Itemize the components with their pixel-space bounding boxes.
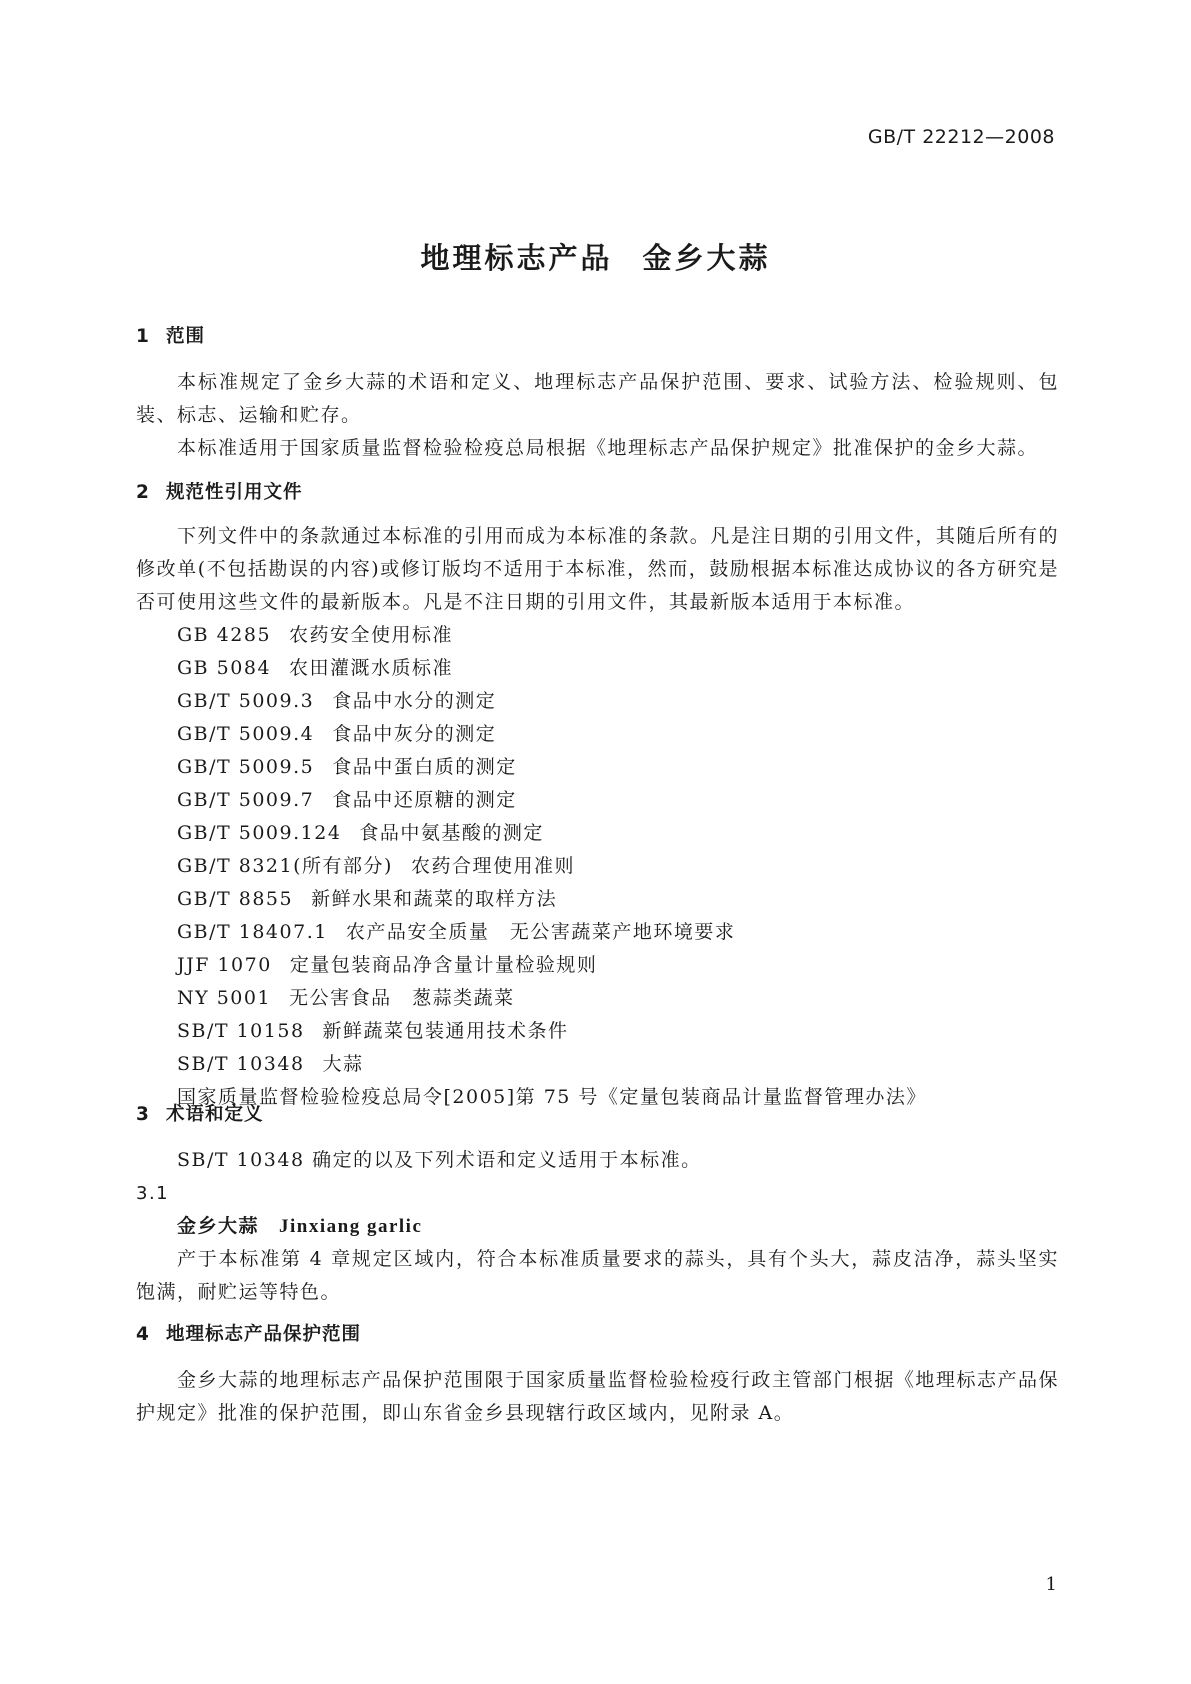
section-3-intro: SB/T 10348 确定的以及下列术语和定义适用于本标准。	[177, 1149, 702, 1171]
title-part-2: 金乡大蒜	[642, 241, 771, 275]
document-title	[0, 236, 1191, 277]
section-1-paragraph-1: 本标准规定了金乡大蒜的术语和定义、地理标志产品保护范围、要求、试验方法、检验规则、包装、标志、运输和贮存。	[136, 371, 1059, 426]
section-1-heading: 1 范围	[136, 326, 206, 347]
section-2-intro: 下列文件中的条款通过本标准的引用而成为本标准的条款。凡是注日期的引用文件，其随后所有的修改单(不包括勘误的内容)或修订版均不适用于本标准，然而，鼓励根据本标准达成协议的各方研究是否可使用这些文件的最新版本。凡是不注日期的引用文件，其最新版本适用于本标准。	[136, 525, 1059, 613]
reference-item: GB 5084 农田灌溉水质标准	[177, 657, 454, 679]
page-number: 1	[1045, 1574, 1057, 1595]
section-3-heading: 3 术语和定义	[136, 1104, 264, 1125]
reference-item: GB/T 5009.5 食品中蛋白质的测定	[177, 756, 517, 778]
reference-list	[136, 619, 1059, 1114]
section-3	[136, 1098, 1059, 1309]
reference-decree: 国家质量监督检验检疫总局令[2005]第 75 号《定量包装商品计量监督管理办法》	[177, 1086, 927, 1108]
term-number: 3.1	[136, 1183, 170, 1204]
section-4-paragraph-1: 金乡大蒜的地理标志产品保护范围限于国家质量监督检验检疫行政主管部门根据《地理标志产品保护规定》批准的保护范围，即山东省金乡县现辖行政区域内，见附录 A。	[136, 1369, 1059, 1424]
term-definition: 产于本标准第 4 章规定区域内，符合本标准质量要求的蒜头，具有个头大，蒜皮洁净，蒜头坚实饱满，耐贮运等特色。	[136, 1248, 1059, 1303]
reference-item: GB/T 5009.4 食品中灰分的测定	[177, 723, 497, 745]
reference-item: GB/T 5009.124 食品中氨基酸的测定	[177, 822, 544, 844]
term-name: 金乡大蒜 Jinxiang garlic	[177, 1215, 423, 1237]
reference-item: JJF 1070 定量包装商品净含量计量检验规则	[177, 954, 598, 976]
section-1	[136, 320, 1059, 465]
reference-item: GB/T 8321(所有部分) 农药合理使用准则	[177, 855, 575, 877]
reference-item: SB/T 10158 新鲜蔬菜包装通用技术条件	[177, 1020, 569, 1042]
title-part-1: 地理标志产品	[420, 241, 613, 275]
standard-number: GB/T 22212—2008	[867, 126, 1055, 148]
section-1-paragraph-2: 本标准适用于国家质量监督检验检疫总局根据《地理标志产品保护规定》批准保护的金乡大蒜。	[177, 437, 1039, 459]
section-2	[136, 476, 1059, 1114]
reference-item: GB/T 18407.1 农产品安全质量 无公害蔬菜产地环境要求	[177, 921, 736, 943]
reference-item: SB/T 10348 大蒜	[177, 1053, 364, 1075]
reference-item: NY 5001 无公害食品 葱蒜类蔬菜	[177, 987, 515, 1009]
reference-item: GB 4285 农药安全使用标准	[177, 624, 454, 646]
reference-item: GB/T 8855 新鲜水果和蔬菜的取样方法	[177, 888, 558, 910]
section-4	[136, 1318, 1059, 1430]
section-4-heading: 4 地理标志产品保护范围	[136, 1324, 362, 1345]
reference-item: GB/T 5009.7 食品中还原糖的测定	[177, 789, 517, 811]
reference-item: GB/T 5009.3 食品中水分的测定	[177, 690, 497, 712]
section-2-heading: 2 规范性引用文件	[136, 482, 303, 503]
